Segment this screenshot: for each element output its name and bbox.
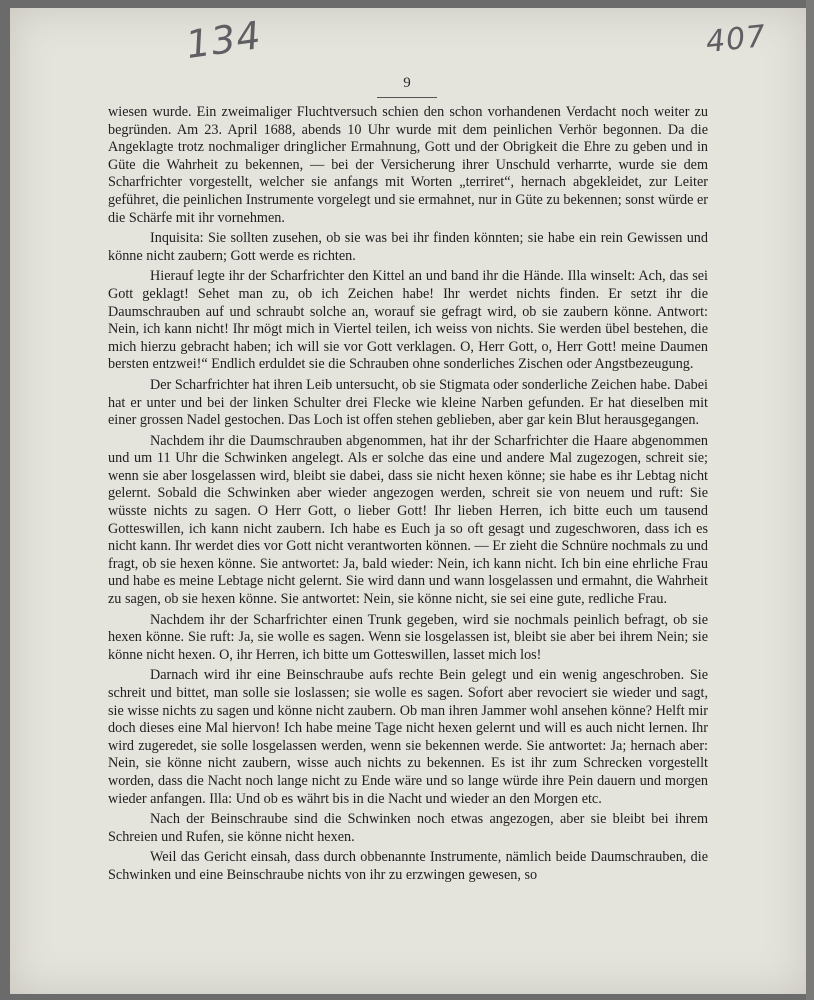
handwritten-folio-number: 134	[183, 12, 265, 68]
handwritten-archive-number: 407	[704, 18, 768, 61]
paragraph: Hierauf legte ihr der Scharfrichter den Kittel an und band ihr die Hände. Illa winselt: Ach, das sei Gott geklagt! Sehet man zu, ob ich Zeichen habe! Ihr werdet nichts finden. Er setzt ihr die Daumschrauben auf und schraubt solche an, worauf sie gefragt wird, ob sie zaubern könne. Antwort: Nein, ich kann nicht! Ihr mögt mich in Viertel teilen, ich weiss von nichts. Sie werden übel bestehen, die mich hierzu gebracht haben; ich will sie vor Gott verklagen. O, Herr Gott, o, Herr Gott! meine Daumen bersten entzwei!“ Endlich erduldet sie die Schrauben ohne sonderliches Zischen oder Angstbezeugung.	[108, 268, 708, 373]
page-number: 9	[403, 75, 411, 91]
paragraph: Darnach wird ihr eine Beinschraube aufs rechte Bein gelegt und ein wenig angeschroben. Sie schreit und bittet, man solle sie loslassen; sie wolle es sagen. Sofort aber revociert sie wieder und sagt, sie wisse nichts zu sagen und könne nicht zaubern. Ob man ihren Jammer wohl ansehen könne? Helft mir doch dieses eine Mal hiervon! Ich habe meine Tage nicht hexen gelernt und will es auch nicht lernen. Ihr wird zugeredet, sie solle losgelassen werden, wenn sie bekennen werde. Sie antwortet: Ja; hernach aber: Nein, sie könne nicht zaubern, wisse auch nichts zu bekennen. Es ist ihr zum Schrecken vorgestellt worden, dass die Nacht noch lange nicht zu Ende wäre und so lange würde ihre Pein dauern und morgen wieder anfangen. Illa: Und ob es währt bis in die Nacht und wieder an den Morgen etc.	[108, 667, 708, 807]
paragraph: Der Scharfrichter hat ihren Leib untersucht, ob sie Stigmata oder sonderliche Zeichen habe. Dabei hat er unter und bei der linken Schulter drei Flecke wie kleine Narben gefunden. Er hat dieselben mit einer grossen Nadel gestochen. Das Loch ist offen stehen geblieben, aber gar kein Blut herausgegangen.	[108, 376, 708, 429]
paragraph: Nachdem ihr die Daumschrauben abgenommen, hat ihr der Scharfrichter die Haare abgenommen und um 11 Uhr die Schwinken angelegt. Als er solche das eine und andere Mal zugezogen, schreit sie; wenn sie aber losgelassen wird, bleibt sie dabei, dass sie nicht hexen könne; sie habe es ihr Lebtag nicht gelernt. Sobald die Schwinken aber wieder angezogen werden, schreit sie von neuem und ruft: Sie wüsste nichts zu sagen. O Herr Gott, o lieber Gott! Ihr lieben Herren, ich bitte euch um tausend Gotteswillen, ich kann nicht zaubern. Ich habe es Euch ja so oft gesagt und zugeschworen, dass ich es nicht kann. Ihr werdet dies vor Gott nicht verantworten können. — Er zieht die Schnüre nochmals zu und fragt, ob sie hexen könne. Sie antwortet: Ja, bald wieder: Nein, ich kann nicht. Ich bin eine ehrliche Frau und habe es meine Lebtage nicht gelernt. Sie wird dann und wann losgelassen und ermahnt, die Wahrheit zu sagen, ob sie hexen könne. Sie antwortet: Nein, sie könne nicht, sie sei eine gute, redliche Frau.	[108, 432, 708, 608]
paragraph: Weil das Gericht einsah, dass durch obbenannte Instrumente, nämlich beide Daumschrauben, die Schwinken und eine Beinschraube nichts von ihr zu erzwingen gewesen, so	[108, 849, 708, 883]
paragraph: Inquisita: Sie sollten zusehen, ob sie was bei ihr finden könnten; sie habe ein rein Gewissen und könne nicht zaubern; Gott werde es richten.	[108, 230, 708, 264]
paragraph: wiesen wurde. Ein zweimaliger Fluchtversuch schien den schon vorhandenen Verdacht noch weiter zu begründen. Am 23. April 1688, abends 10 Uhr wurde mit dem peinlichen Verhör begonnen. Da die Angeklagte trotz nochmaliger dringlicher Ermahnung, Gott und der Obrigkeit die Ehre zu geben und in Güte die Wahrheit zu bekennen, — bei der Versicherung ihrer Unschuld verharrte, wurde sie dem Scharfrichter vorgestellt, welcher sie anfangs mit Worten „terriret“, hernach abgekleidet, zur Leiter geführet, die peinlichen Instrumente vorgelegt und sie ermahnet, nur in Güte zu bekennen; sonst würde er die Schärfe mit ihr vornehmen.	[108, 104, 708, 226]
paragraph: Nach der Beinschraube sind die Schwinken noch etwas angezogen, aber sie bleibt bei ihrem Schreien und Rufen, sie könne nicht hexen.	[108, 811, 708, 845]
body-text	[108, 104, 708, 888]
scan-edge	[806, 0, 814, 1000]
page-number-rule	[377, 97, 437, 98]
paragraph: Nachdem ihr der Scharfrichter einen Trunk gegeben, wird sie nochmals peinlich befragt, ob sie hexen könne. Sie ruft: Ja, sie wolle es sagen. Wenn sie losgelassen ist, bleibt sie aber bei ihrem Nein; sie könne nicht hexen. O, ihr Herren, ich bitte um Gotteswillen, lasset mich los!	[108, 611, 708, 663]
